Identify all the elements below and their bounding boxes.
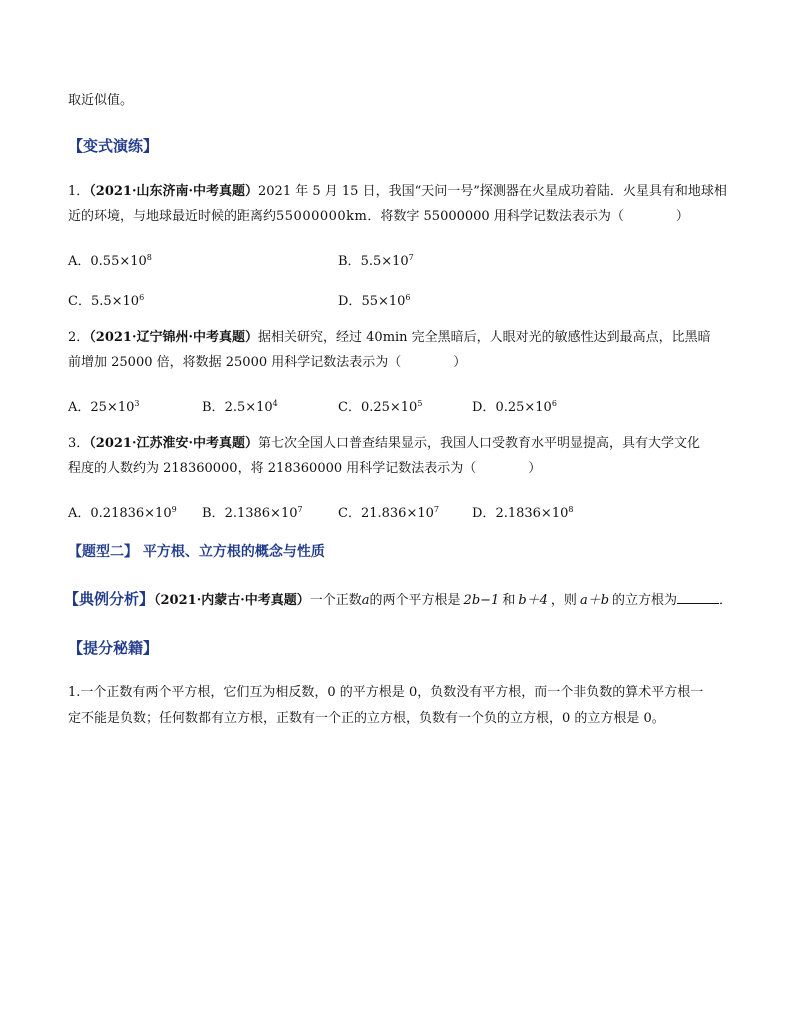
option-c [338, 396, 422, 415]
question-1-line-2 [68, 208, 689, 226]
question-source: （2021·辽宁锦州·中考真题） [89, 330, 259, 345]
question-number: 2． [68, 330, 90, 345]
math-expression: 2b−1 [463, 593, 500, 608]
question-text: ．将数字 55000000 用科学记数法表示为（ [367, 209, 624, 224]
option-exponent: 7 [297, 505, 303, 514]
option-value: 0.25×10 [360, 400, 418, 415]
section-heading-type-two: 【题型二】 平方根、立方根的概念与性质 [68, 544, 325, 560]
option-value: 2.1836×10 [495, 506, 569, 521]
option-label: C． [338, 506, 361, 521]
intro-text: 取近似值。 [68, 93, 134, 108]
option-exponent: 5 [417, 399, 423, 408]
question-3-line-2 [68, 460, 541, 478]
option-label: D． [472, 400, 496, 415]
section-heading-tips: 【提分秘籍】 [68, 639, 159, 657]
question-3-line-1 [68, 435, 700, 453]
question-number: 3． [68, 436, 90, 451]
option-label: C． [338, 400, 361, 415]
option-b [202, 502, 303, 521]
option-label: D． [472, 506, 496, 521]
option-a [68, 396, 139, 415]
question-text: 据相关研究，经过 40min 完全黑暗后，人眼对光的敏感性达到最高点，比黑暗 [258, 330, 711, 345]
option-d [472, 502, 573, 521]
option-label: C． [68, 294, 91, 309]
section-heading-variant-practice: 【变式演练】 [68, 137, 159, 155]
option-value: 25×10 [90, 400, 135, 415]
option-value: 55×10 [361, 294, 406, 309]
question-text: ） [675, 209, 689, 224]
option-label: D． [338, 294, 362, 309]
example-source: （2021·内蒙古·中考真题） [154, 593, 310, 608]
answer-blank [677, 591, 719, 604]
question-text: ） [528, 461, 542, 476]
option-d [472, 396, 557, 415]
question-text: 第七次全国人口普查结果显示，我国人口受教育水平明显提高，具有大学文化 [258, 436, 701, 451]
option-label: B． [202, 400, 225, 415]
question-2-line-2 [68, 354, 466, 372]
option-b [202, 396, 278, 415]
question-text: 2021 年 5 月 15 日，我国“天问一号”探测器在火星成功着陆．火星具有和地球相 [258, 184, 727, 199]
option-value: 2.1386×10 [224, 506, 298, 521]
question-number: 1． [68, 184, 90, 199]
option-c [68, 290, 144, 309]
option-label: A． [68, 400, 91, 415]
option-d [338, 290, 411, 309]
option-exponent: 9 [171, 505, 177, 514]
option-value: 5.5×10 [360, 254, 409, 269]
question-text: ） [453, 355, 467, 370]
math-variable: a [361, 593, 370, 608]
option-label: B． [202, 506, 225, 521]
question-text: 近的环境，与地球最近时候的距离约 [68, 209, 277, 224]
option-exponent: 8 [568, 505, 574, 514]
option-a [68, 250, 152, 269]
option-label: B． [338, 254, 361, 269]
tips-line-1: 1.一个正数有两个平方根，它们互为相反数，0 的平方根是 0，负数没有平方根，而一个非负数的算术平方根一 [68, 685, 704, 700]
option-exponent: 7 [408, 253, 414, 262]
option-value: 21.836×10 [360, 506, 434, 521]
option-exponent: 6 [139, 293, 145, 302]
example-text: 和 [502, 593, 516, 608]
question-1-line-1 [68, 183, 727, 201]
question-source: （2021·江苏淮安·中考真题） [89, 436, 259, 451]
example-analysis [64, 590, 732, 610]
question-text: 55000000km [276, 209, 368, 224]
option-label: A． [68, 506, 91, 521]
option-value: 0.55×10 [90, 254, 147, 269]
option-exponent: 6 [405, 293, 411, 302]
option-value: 0.25×10 [495, 400, 552, 415]
math-expression: b＋4 [518, 593, 548, 608]
option-a [68, 502, 177, 521]
tips-line-2: 定不能是负数；任何数都有立方根，正数有一个正的立方根，负数有一个负的立方根，0 的立方根是 0。 [68, 711, 665, 726]
example-tag: 【典例分析】 [64, 590, 155, 608]
option-exponent: 7 [433, 505, 439, 514]
question-text: 前增加 25000 倍，将数据 25000 用科学记数法表示为（ [68, 355, 402, 370]
example-text: 的两个平方根是 [369, 593, 461, 608]
option-exponent: 6 [551, 399, 557, 408]
option-value: 0.21836×10 [90, 506, 172, 521]
option-c [338, 502, 439, 521]
example-text: ． [719, 593, 733, 608]
example-text: 的立方根为 [612, 593, 678, 608]
math-expression: a＋b [579, 593, 610, 608]
option-exponent: 4 [272, 399, 278, 408]
option-label: A． [68, 254, 91, 269]
option-exponent: 3 [134, 399, 140, 408]
option-exponent: 8 [146, 253, 152, 262]
option-b [338, 250, 414, 269]
question-text: 程度的人数约为 218360000，将 218360000 用科学记数法表示为（ [68, 461, 477, 476]
question-2-line-1 [68, 329, 711, 347]
example-text: 一个正数 [309, 593, 362, 608]
option-value: 5.5×10 [90, 294, 140, 309]
question-source: （2021·山东济南·中考真题） [89, 184, 259, 199]
example-text: ，则 [550, 593, 577, 608]
option-value: 2.5×10 [224, 400, 273, 415]
